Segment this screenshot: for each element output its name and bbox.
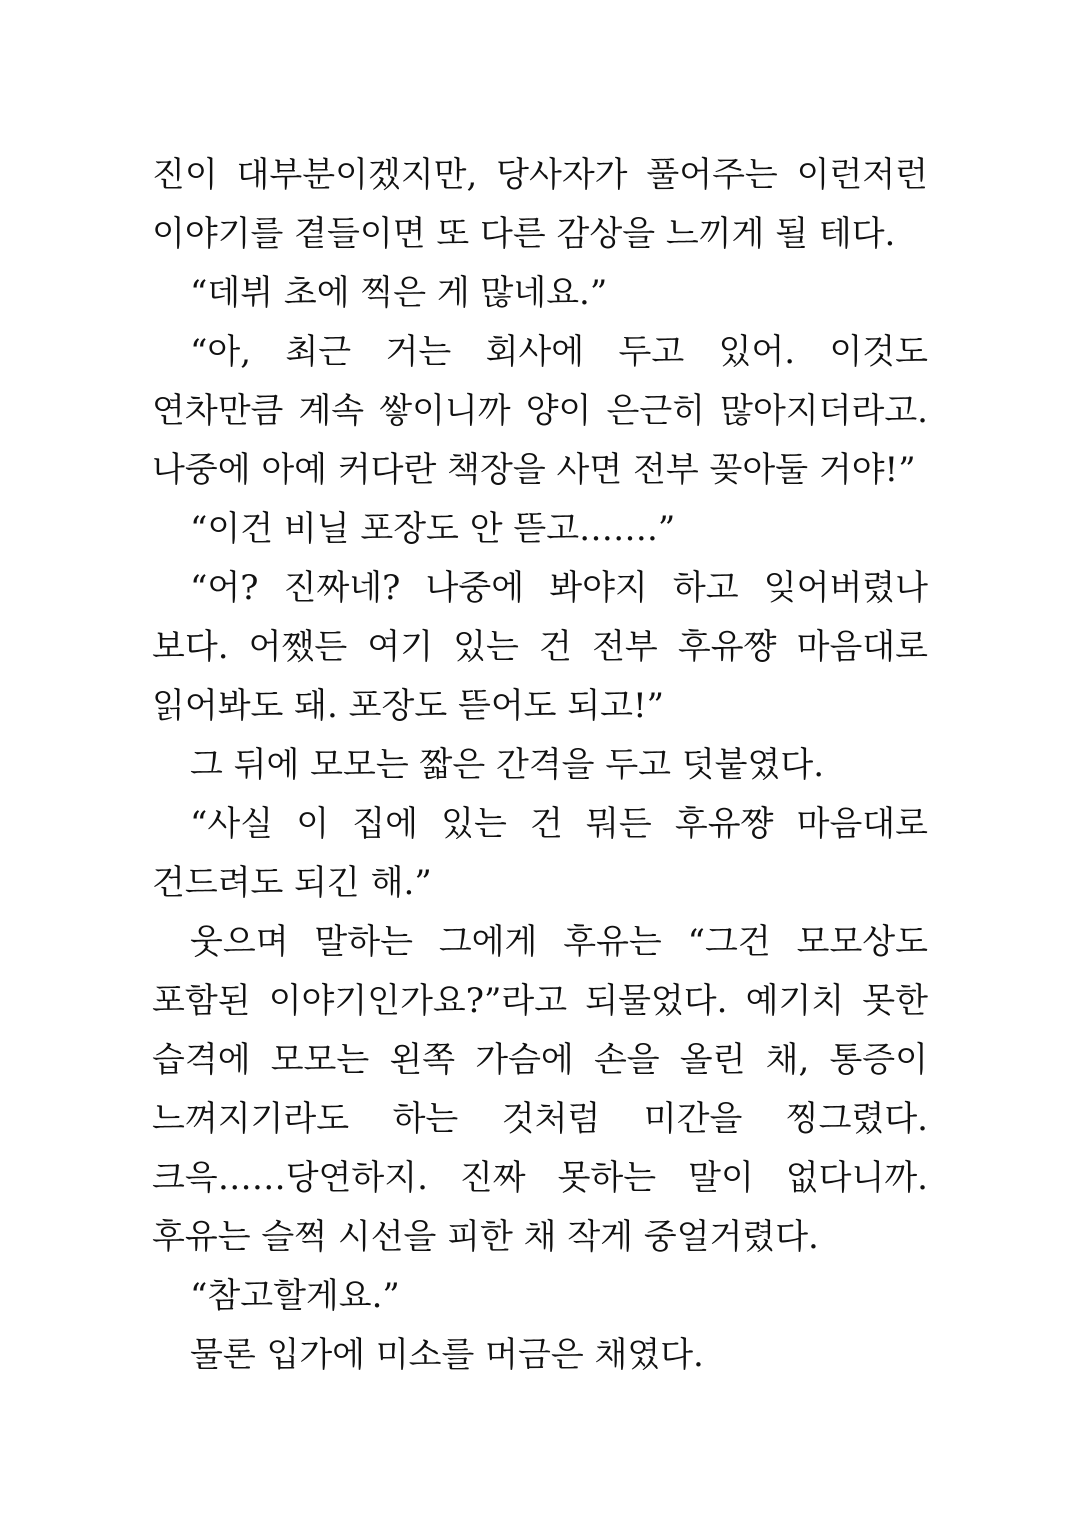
paragraph-5: “어? 진짜네? 나중에 봐야지 하고 잊어버렸나 보다. 어쨌든 여기 있는 건 전부 후유쨩 마음대로 읽어봐도 돼. 포장도 뜯어도 되고!” [152,568,928,726]
paragraph-8: 웃으며 말하는 그에게 후유는 “그건 모모상도 포함된 이야기인가요?”라고 되물었다. 예기치 못한 습격에 모모는 왼쪽 가슴에 손을 올린 채, 통증이 느껴지기라도 하는 것처럼 미간을 찡그렸다. 크윽……당연하지. 진짜 못하는 말이 없다니까. 후유는 슬쩍 시선을 피한 채 작게 중얼거렸다. [152,922,928,1257]
paragraph-6: 그 뒤에 모모는 짧은 간격을 두고 덧붙였다. [190,745,824,785]
paragraph-2: “데뷔 초에 찍은 게 많네요.” [190,273,608,313]
paragraph-3: “아, 최근 거는 회사에 두고 있어. 이것도 연차만큼 계속 쌓이니까 양이 은근히 많아지더라고. 나중에 아예 커다란 책장을 사면 전부 꽂아둘 거야!” [152,332,928,490]
paragraph-1: 진이 대부분이겠지만, 당사자가 풀어주는 이런저런 이야기를 곁들이면 또 다른 감상을 느끼게 될 테다. [152,155,928,254]
body-text [152,146,928,1385]
paragraph-9: “참고할게요.” [190,1276,400,1316]
paragraph-4: “이건 비닐 포장도 안 뜯고…….” [190,509,676,549]
paragraph-10: 물론 입가에 미소를 머금은 채였다. [190,1335,704,1375]
paragraph-7: “사실 이 집에 있는 건 뭐든 후유쨩 마음대로 건드려도 되긴 해.” [152,804,928,903]
